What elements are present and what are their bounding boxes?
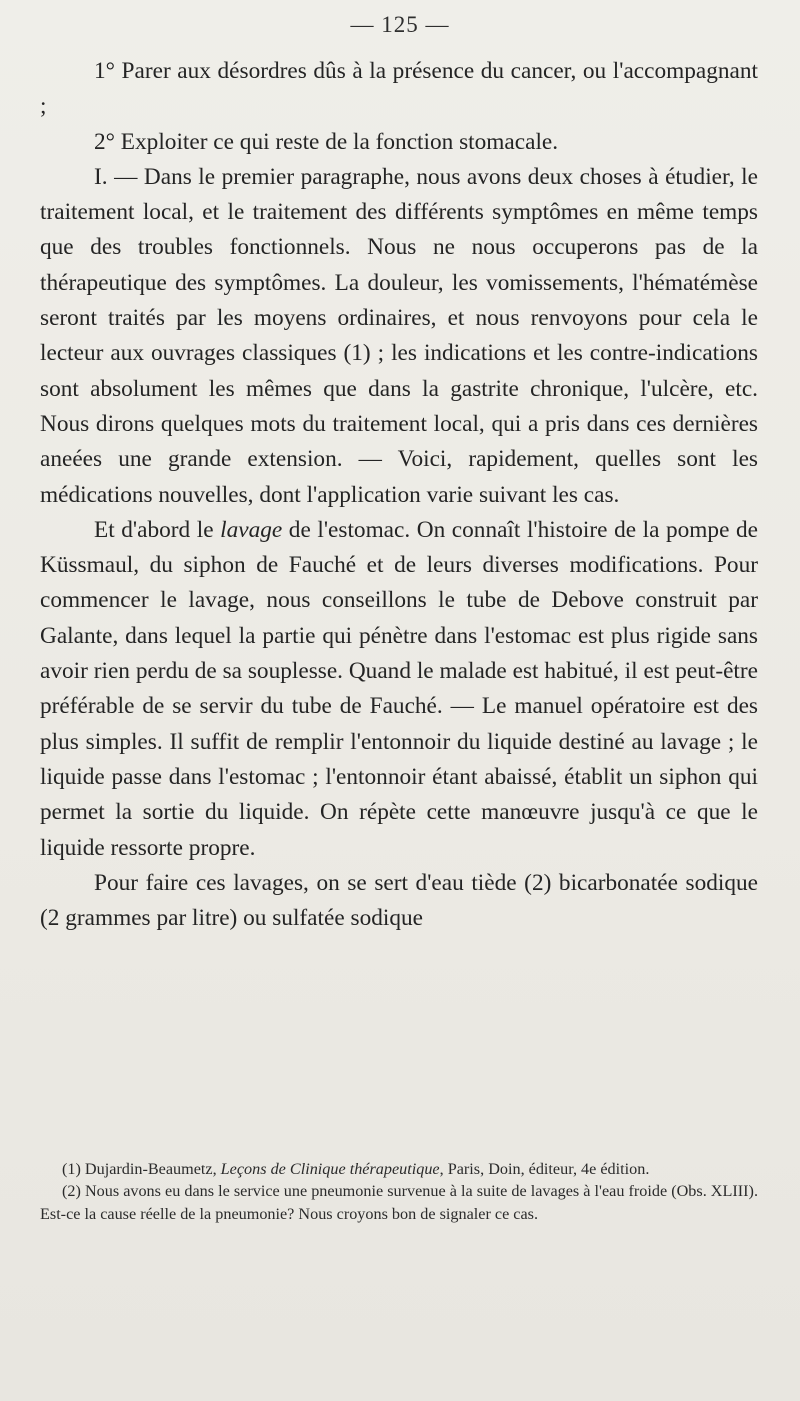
footnote-1-publisher: , Paris, Doin, éditeur, 4e édition.	[439, 1160, 650, 1178]
footnote-1-book-title: Leçons de Clinique thérapeutique	[220, 1160, 440, 1178]
paragraph-point-1: 1° Parer aux désordres dûs à la présence du cancer, ou l'accompagnant ;	[40, 58, 758, 120]
main-text	[40, 54, 758, 936]
paragraph-section-1: I. — Dans le premier paragraphe, nous avons deux choses à étudier, le traitement local, et le traitement des différents symptômes en même temps que des troubles fonctionnels. Nous ne nous occuperons pas de la thérapeutique des symptômes. La douleur, les vomissements, l'hématémèse seront traités par les moyens ordinaires, et nous renvoyons pour cela le lecteur aux ouvrages classiques (1) ; les indications et les contre-indications sont absolument les mêmes que dans la gastrite chronique, l'ulcère, etc. Nous dirons quelques mots du traitement local, qui a pris dans ces dernières aneées une grande extension. — Voici, rapidement, quelles sont les médications nouvelles, dont l'application varie suivant les cas.	[40, 163, 758, 508]
emphasis-lavage: lavage	[220, 516, 283, 543]
paragraph-lavage-start: Et d'abord le	[94, 516, 221, 543]
paragraph-point-2: 2° Exploiter ce qui reste de la fonction stomacale.	[94, 128, 559, 155]
footnote-1	[40, 1158, 758, 1180]
paragraph-lavage-rest: de l'estomac. On connaît l'histoire de la pompe de Küssmaul, du siphon de Fauché et de leurs diverses modifications. Pour commencer le lavage, nous conseillons le tube de Debove construit par Galante, dans lequel la partie qui pénètre dans l'estomac est plus rigide sans avoir rien perdu de sa souplesse. Quand le malade est habitué, il est peut-être préférable de se servir du tube de Fauché. — Le manuel opératoire est des plus simples. Il suffit de remplir l'entonnoir du liquide destiné au lavage ; le liquide passe dans l'estomac ; l'entonnoir étant abaissé, établit un siphon qui permet la sortie du liquide. On répète cette manœuvre jusqu'à ce que le liquide ressorte propre.	[40, 516, 758, 861]
footnote-1-author: (1) Dujardin-Beaumetz,	[62, 1160, 221, 1178]
page-number: — 125 —	[350, 12, 450, 37]
footnotes	[40, 1158, 758, 1225]
footnote-2: (2) Nous avons eu dans le service une pneumonie survenue à la suite de lavages à l'eau froide (Obs. XLIII). Est-ce la cause réelle de la pneumonie? Nous croyons bon de signaler ce cas.	[40, 1182, 758, 1223]
paragraph-lavage	[40, 513, 758, 866]
paragraph-lavage-solution: Pour faire ces lavages, on se sert d'eau tiède (2) bicarbonatée sodique (2 grammes par litre) ou sulfatée sodique	[40, 869, 758, 932]
